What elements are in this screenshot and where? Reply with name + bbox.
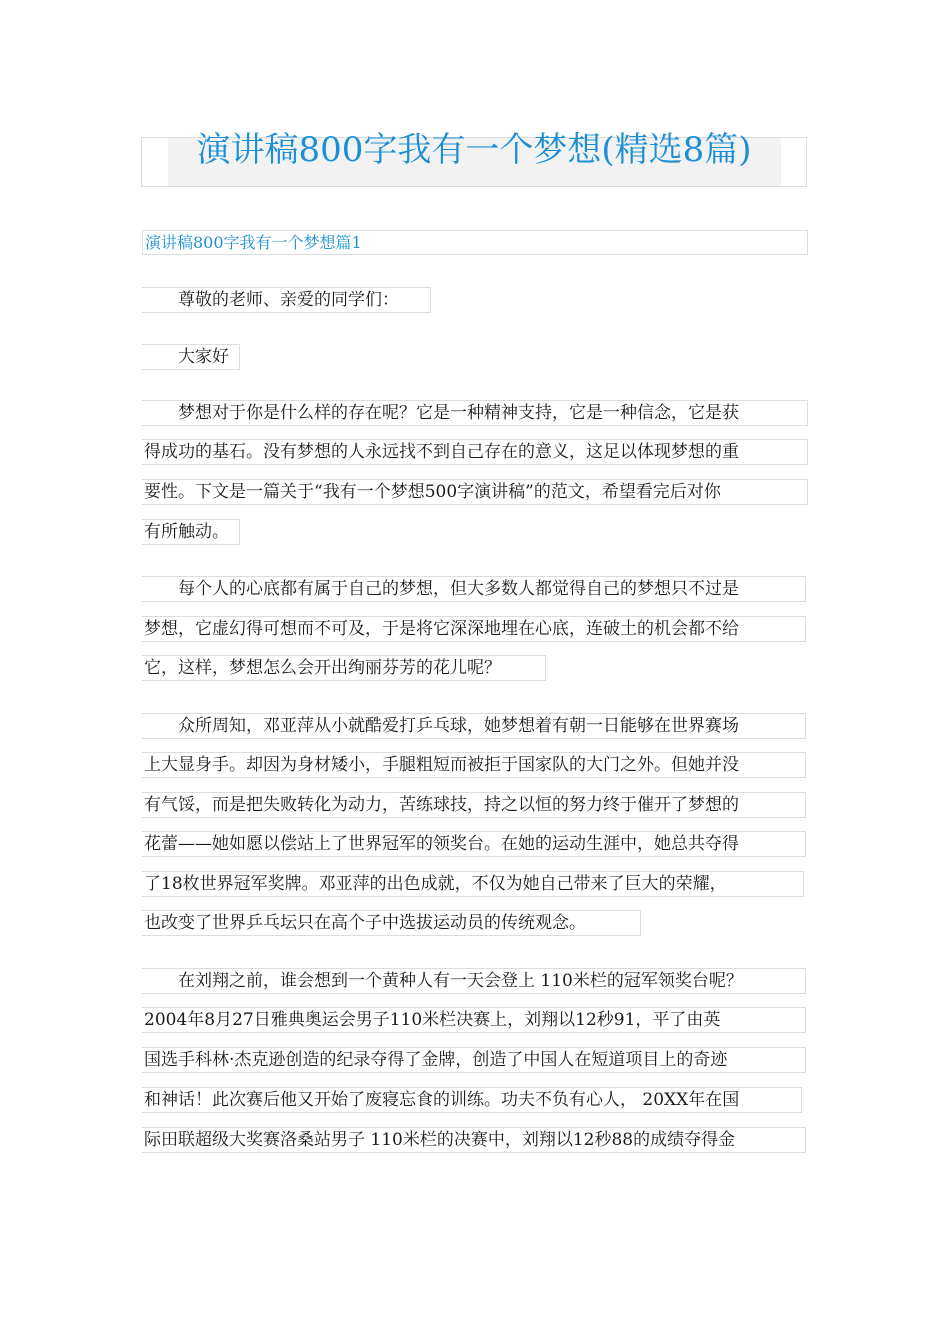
paragraph-line: 要性。下文是一篇关于“我有一个梦想500字演讲稿”的范文，希望看完后对你: [142, 479, 808, 505]
paragraph-line: 花蕾——她如愿以偿站上了世界冠军的领奖台。在她的运动生涯中，她总共夺得: [142, 831, 806, 857]
paragraph-line: 上大显身手。却因为身材矮小，手腿粗短而被拒于国家队的大门之外。但她并没: [142, 752, 806, 778]
paragraph-line: 尊敬的老师、亲爱的同学们：: [142, 287, 431, 313]
paragraph-line: 得成功的基石。没有梦想的人永远找不到自己存在的意义，这足以体现梦想的重: [142, 439, 808, 465]
paragraph-line: 也改变了世界乒乓坛只在高个子中选拔运动员的传统观念。: [142, 910, 641, 936]
paragraph-line: 它，这样，梦想怎么会开出绚丽芬芳的花儿呢？: [142, 655, 546, 681]
paragraph-line: 有所触动。: [142, 519, 240, 545]
paragraph-line: 有气馁，而是把失败转化为动力，苦练球技，持之以恒的努力终于催开了梦想的: [142, 792, 806, 818]
section-heading: 演讲稿800字我有一个梦想篇1: [142, 230, 808, 255]
paragraph-line: 每个人的心底都有属于自己的梦想，但大多数人都觉得自己的梦想只不过是: [142, 576, 806, 602]
document-title: 演讲稿800字我有一个梦想(精选8篇): [196, 130, 752, 170]
paragraph-line: 和神话！此次赛后他又开始了废寝忘食的训练。功夫不负有心人， 20XX年在国: [142, 1087, 802, 1113]
paragraph-line: 在刘翔之前，谁会想到一个黄种人有一天会登上 110米栏的冠军领奖台呢？: [142, 968, 806, 994]
paragraph-line: 际田联超级大奖赛洛桑站男子 110米栏的决赛中，刘翔以12秒88的成绩夺得金: [142, 1127, 806, 1153]
paragraph-line: 了18枚世界冠军奖牌。邓亚萍的出色成就，不仅为她自己带来了巨大的荣耀，: [142, 871, 804, 897]
paragraph-line: 梦想对于你是什么样的存在呢？它是一种精神支持，它是一种信念，它是获: [142, 400, 808, 426]
paragraph-line: 2004年8月27日雅典奥运会男子110米栏决赛上，刘翔以12秒91，平了由英: [142, 1007, 806, 1033]
paragraph-line: 国选手科林·杰克逊创造的纪录夺得了金牌，创造了中国人在短道项目上的奇迹: [142, 1047, 806, 1073]
paragraph-line: 大家好: [142, 344, 240, 370]
paragraph-line: 梦想，它虚幻得可想而不可及，于是将它深深地埋在心底，连破土的机会都不给: [142, 616, 806, 642]
paragraph-line: 众所周知，邓亚萍从小就酷爱打乒乓球，她梦想着有朝一日能够在世界赛场: [142, 713, 806, 739]
